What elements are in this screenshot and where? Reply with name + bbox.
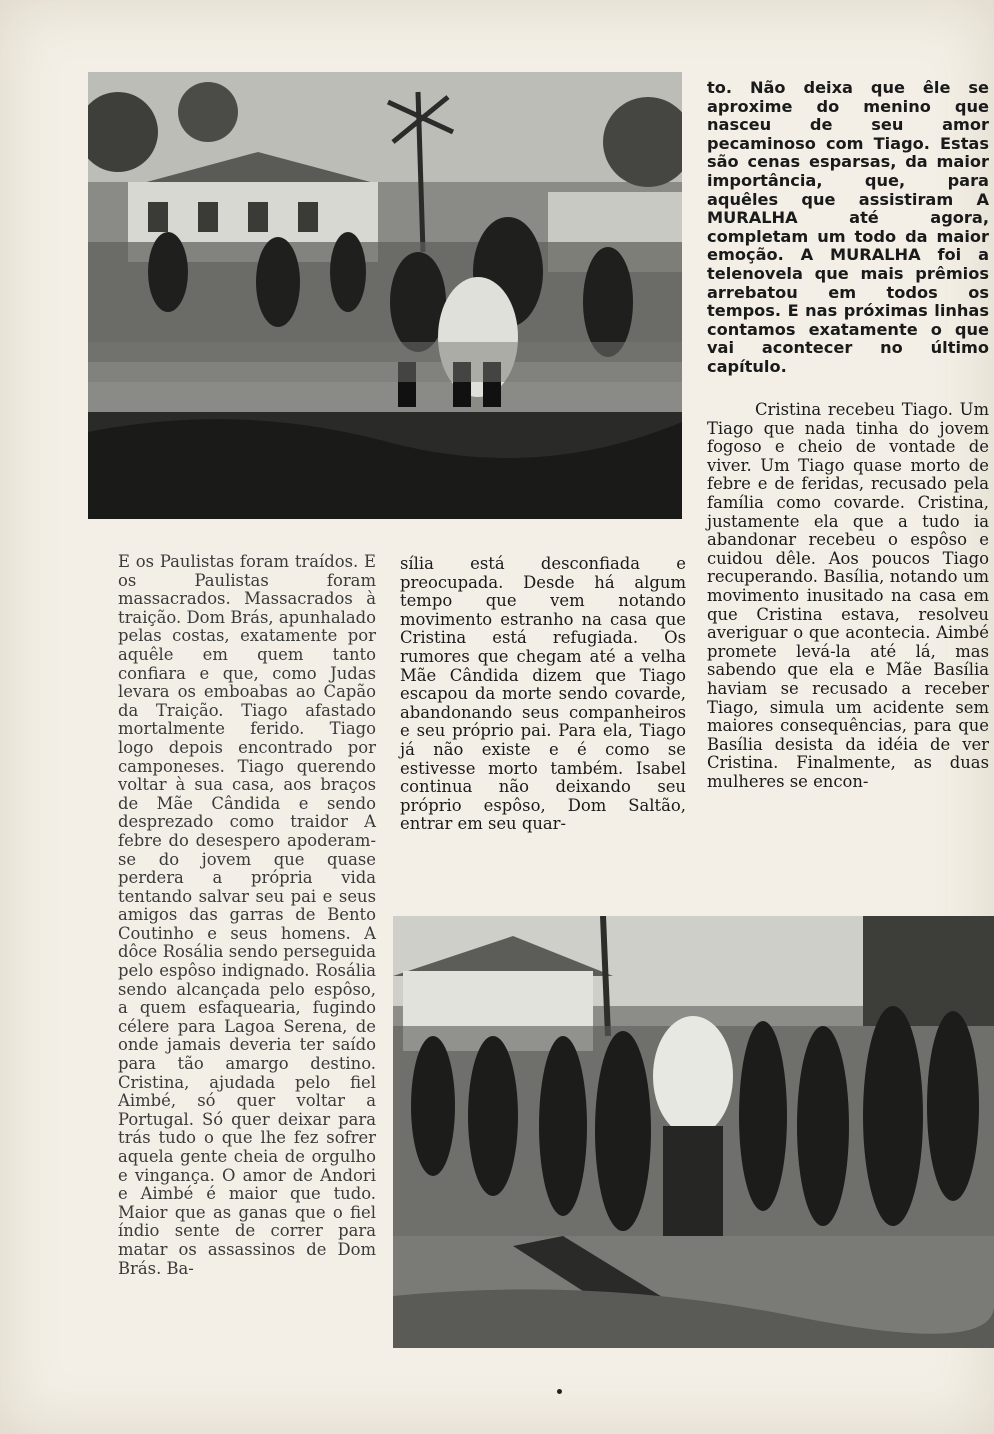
photo-village-fight-image [88, 72, 682, 519]
column-1-text [118, 553, 376, 1278]
column-3-paragraph: Cristina recebeu Tiago. Um Tiago que nada tinha do jovem fogoso e cheio de vontade de viver. Um Tiago quase morto de febre e de feridas, recusado pela família como covarde. Cristina, justamente ela que a tudo ia abandonar recebeu o espôso e cuidou dêle. Aos poucos Tiago recuperando. Basília, notando um movimento inusitado na casa em que Cristina estava, resolveu averiguar o que acontecia. Aimbé promete levá-la até lá, mas sabendo que ela e Mãe Basília haviam se recusado a receber Tiago, simula um acidente sem maiores consequências, para que Basília desista da idéia de ver Cristina. Finalmente, as duas mulheres se encon- [707, 400, 989, 791]
column-3-text [707, 401, 989, 791]
intro-paragraph: to. Não deixa que êle se aproxime do menino que nasceu de seu amor pecaminoso com Tiago. Estas são cenas esparsas, da maior importância, que, para aquêles que assistiram A MURALHA até agora, completam um todo da maior emoção. A MURALHA foi a telenovela que mais prêmios arrebatou em todos os tempos. E nas próximas linhas contamos exatamente o que vai acontecer no último capítulo. [707, 78, 989, 376]
photo-crowd-street-image [393, 916, 994, 1348]
page-mark [557, 1389, 562, 1394]
column-1-paragraph: E os Paulistas foram traídos. E os Paulistas foram massacrados. Massacrados à traição. Dom Brás, apunhalado pelas costas, exatamente por aquêle em quem tanto confiara e que, como Judas levara os emboabas ao Capão da Traição. Tiago afastado mortalmente ferido. Tiago logo depois encontrado por camponeses. Tiago querendo voltar à sua casa, aos braços de Mãe Cândida e sendo desprezado como traidor A febre do desespero apoderam-se do jovem que quase perdera a própria vida tentando salvar seu pai e seus amigos das garras de Bento Coutinho e seus homens. A dôce Rosália sendo perseguida pelo espôso indignado. Rosália sendo alcançada pelo espôso, a quem esfaquearia, fugindo célere para Lagoa Serena, de onde jamais deveria ter saído para tão amargo destino. Cristina, ajudada pelo fiel Aimbé, só quer voltar a Portugal. Só quer deixar para trás tudo o que lhe fez sofrer aquela gente cheia de orgulho e vingança. O amor de Andori e Aimbé é maior que tudo. Maior que as ganas que o fiel índio sente de correr para matar os assassinos de Dom Brás. Ba- [118, 552, 376, 1278]
photo-crowd-street [393, 916, 994, 1348]
column-2-text [400, 555, 686, 834]
column-2-paragraph: sília está desconfiada e preocupada. Desde há algum tempo que vem notando movimento estranho na casa que Cristina está refugiada. Os rumores que chegam até a velha Mãe Cândida dizem que Tiago escapou da morte sendo covarde, abandonando seus companheiros e seu próprio pai. Para ela, Tiago já não existe e é como se estivesse morto também. Isabel continua não deixando seu próprio espôso, Dom Saltão, entrar em seu quar- [400, 554, 686, 834]
column-3-intro-bold [707, 79, 989, 377]
photo-village-fight [88, 72, 682, 519]
